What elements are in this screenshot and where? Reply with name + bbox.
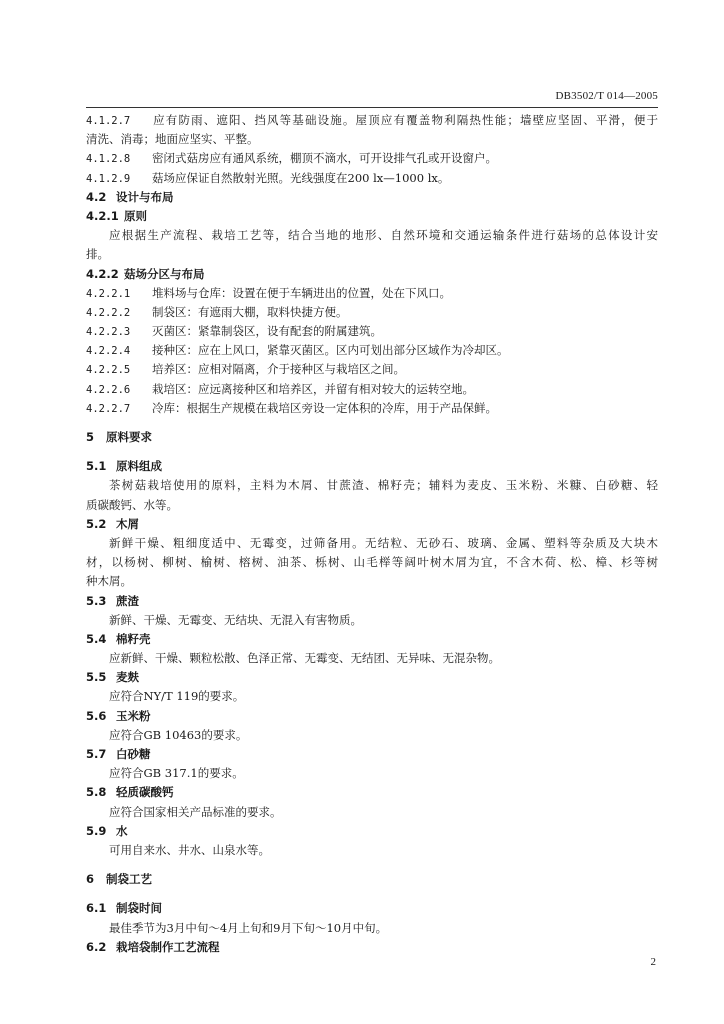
section-title: 设计与布局 xyxy=(116,189,174,204)
page-content xyxy=(86,111,658,957)
section-title: 木屑 xyxy=(116,516,139,531)
section-number: 5.3 xyxy=(86,593,107,608)
clause-text: 菇场应保证自然散射光照。光线强度在200 lx—1000 lx。 xyxy=(152,170,450,185)
paragraph-cont: 质碳酸钙、水等。 xyxy=(86,497,178,512)
paragraph: 最佳季节为3月中旬～4月上旬和9月下旬～10月中旬。 xyxy=(109,920,388,935)
paragraph: 应根据生产流程、栽培工艺等，结合当地的地形、自然环境和交通运输条件进行菇场的总体设计安 xyxy=(109,228,658,243)
section-title: 菇场分区与布局 xyxy=(124,266,205,281)
section-6-2-heading xyxy=(86,938,658,957)
section-title: 玉米粉 xyxy=(116,708,151,723)
section-5-5-heading xyxy=(86,668,658,687)
section-6-1-heading xyxy=(86,899,658,918)
section-title: 栽培袋制作工艺流程 xyxy=(116,939,220,954)
section-5-4-heading xyxy=(86,630,658,649)
clause-number: 4.2.2.4 xyxy=(86,345,131,358)
section-5-7-heading xyxy=(86,745,658,764)
document-code: DB3502/T 014—2005 xyxy=(555,90,658,102)
section-title: 白砂糖 xyxy=(116,747,151,761)
page-number: 2 xyxy=(650,956,656,968)
chapter-5-heading xyxy=(86,428,658,447)
paragraph: 新鲜、干燥、无霉变、无结块、无混入有害物质。 xyxy=(109,612,362,627)
section-number: 5.6 xyxy=(86,708,107,723)
paragraph: 应符合GB 10463的要求。 xyxy=(109,727,248,742)
chapter-6-heading xyxy=(86,870,658,889)
clause-number: 4.2.2.3 xyxy=(86,326,131,339)
section-number: 5.9 xyxy=(86,823,107,838)
clause-number: 4.1.2.9 xyxy=(86,172,131,185)
clause-4-2-2-1 xyxy=(86,284,658,303)
section-title: 制袋时间 xyxy=(116,901,162,916)
paragraph-cont: 材，以杨树、柳树、榆树、榕树、油茶、栎树、山毛榉等阔叶树木屑为宜，不含木荷、松、樟、杉等树 xyxy=(86,555,658,570)
clause-text: 制袋区：有遮雨大棚，取料快捷方便。 xyxy=(152,304,348,319)
section-number: 4.2.2 xyxy=(86,266,119,281)
clause-4-2-2-5 xyxy=(86,360,658,379)
section-number: 5.4 xyxy=(86,631,107,646)
paragraph: 茶树菇栽培使用的原料，主料为木屑、甘蔗渣、棉籽壳；辅料为麦皮、玉米粉、米糠、白砂糖、轻 xyxy=(109,478,658,493)
section-number: 5.1 xyxy=(86,459,107,474)
clause-4-1-2-7 xyxy=(86,111,658,130)
clause-text: 密闭式菇房应有通风系统，棚顶不滴水，可开设排气孔或开设窗户。 xyxy=(152,151,497,166)
section-4-2-heading xyxy=(86,188,658,207)
paragraph-cont: 排。 xyxy=(86,247,109,262)
clause-text: 清洗、消毒；地面应坚实、平整。 xyxy=(86,132,259,147)
clause-4-1-2-7-cont xyxy=(86,130,658,149)
section-5-8-heading xyxy=(86,783,658,802)
clause-4-1-2-9 xyxy=(86,169,658,188)
clause-text: 接种区：应在上风口，紧靠灭菌区。区内可划出部分区域作为冷却区。 xyxy=(152,343,509,358)
section-4-2-2-heading xyxy=(86,265,658,284)
section-number: 4.2.1 xyxy=(86,208,119,223)
clause-4-2-2-6 xyxy=(86,380,658,399)
clause-number: 4.2.2.6 xyxy=(86,383,131,396)
paragraph: 应新鲜、干燥、颗粒松散、色泽正常、无霉变、无结团、无异味、无混杂物。 xyxy=(109,651,500,666)
clause-text: 栽培区：应远离接种区和培养区，并留有相对较大的运转空地。 xyxy=(152,381,474,396)
chapter-number: 5 xyxy=(86,430,95,444)
paragraph: 应符合NY/T 119的要求。 xyxy=(109,689,245,704)
section-5-6-heading xyxy=(86,707,658,726)
clause-number: 4.1.2.7 xyxy=(86,115,131,127)
section-5-1-heading xyxy=(86,457,658,476)
section-5-9-heading xyxy=(86,822,658,841)
section-number: 6.2 xyxy=(86,939,107,954)
section-number: 6.1 xyxy=(86,901,107,916)
clause-number: 4.2.2.2 xyxy=(86,306,131,319)
section-title: 轻质碳酸钙 xyxy=(116,785,174,800)
clause-4-1-2-8 xyxy=(86,149,658,168)
section-5-2-heading xyxy=(86,515,658,534)
section-title: 蔗渣 xyxy=(116,593,139,608)
clause-text: 堆料场与仓库：设置在便于车辆进出的位置，处在下风口。 xyxy=(152,285,451,300)
section-number: 5.7 xyxy=(86,747,107,761)
clause-4-2-2-2 xyxy=(86,303,658,322)
section-title: 水 xyxy=(116,823,128,838)
clause-text: 灭菌区：紧靠制袋区，设有配套的附属建筑。 xyxy=(152,324,382,339)
header-rule xyxy=(86,107,658,108)
clause-4-2-2-4 xyxy=(86,341,658,360)
clause-number: 4.2.2.5 xyxy=(86,364,131,377)
paragraph-cont: 种木屑。 xyxy=(86,574,132,589)
clause-text: 应有防雨、遮阳、挡风等基础设施。屋顶应有覆盖物利隔热性能；墙壁应坚固、平滑，便于 xyxy=(152,113,658,127)
chapter-title: 原料要求 xyxy=(106,430,152,444)
paragraph: 应符合国家相关产品标准的要求。 xyxy=(109,804,282,819)
clause-number: 4.1.2.8 xyxy=(86,153,131,166)
section-4-2-1-heading xyxy=(86,207,658,226)
section-number: 4.2 xyxy=(86,189,107,204)
section-number: 5.5 xyxy=(86,670,107,685)
section-title: 原则 xyxy=(124,208,147,223)
paragraph: 新鲜干燥、粗细度适中、无霉变，过筛备用。无结粒、无砂石、玻璃、金属、塑料等杂质及大块木 xyxy=(109,535,658,550)
section-5-3-heading xyxy=(86,592,658,611)
clause-text: 冷库：根据生产规模在栽培区旁设一定体积的冷库，用于产品保鲜。 xyxy=(152,400,497,415)
section-title: 原料组成 xyxy=(116,459,162,474)
paragraph: 可用自来水、井水、山泉水等。 xyxy=(109,842,270,857)
section-title: 麦麸 xyxy=(116,670,139,685)
chapter-title: 制袋工艺 xyxy=(106,872,152,887)
section-number: 5.2 xyxy=(86,516,107,531)
clause-number: 4.2.2.7 xyxy=(86,402,131,415)
clause-4-2-2-3 xyxy=(86,322,658,341)
clause-4-2-2-7 xyxy=(86,399,658,418)
paragraph: 应符合GB 317.1的要求。 xyxy=(109,766,244,781)
section-title: 棉籽壳 xyxy=(116,631,151,646)
clause-number: 4.2.2.1 xyxy=(86,287,131,300)
section-number: 5.8 xyxy=(86,785,107,800)
chapter-number: 6 xyxy=(86,872,95,887)
clause-text: 培养区：应相对隔离，介于接种区与栽培区之间。 xyxy=(152,362,405,377)
